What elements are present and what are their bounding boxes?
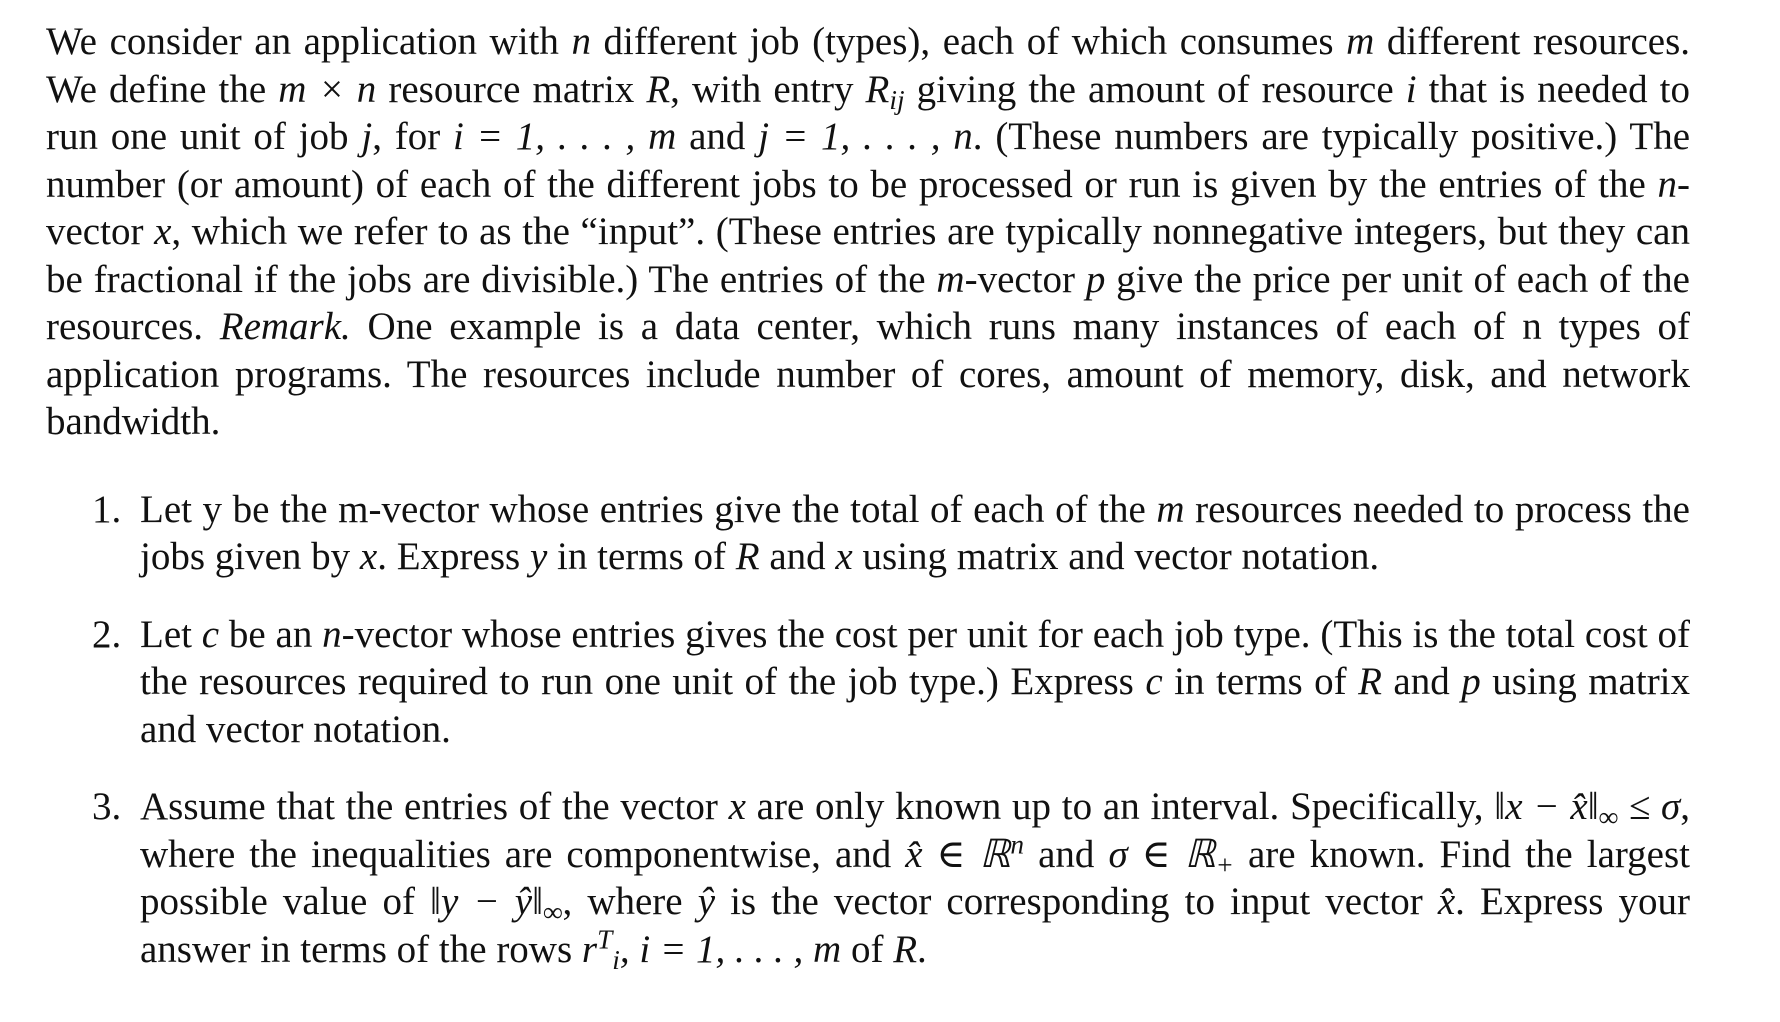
intro-text: We consider an application with <box>46 20 572 63</box>
math-R: R <box>865 67 890 111</box>
item-text: and <box>759 535 836 578</box>
math-norm-x: ‖x − x̂‖ <box>1494 785 1599 828</box>
intro-text: different job (types), each of which consumes <box>590 20 1347 63</box>
math-subscript-ij: ij <box>889 84 905 115</box>
item-number: 1. <box>92 487 122 531</box>
math-n: n <box>322 612 342 656</box>
item-text: . Express <box>377 535 530 578</box>
math-x: x <box>835 535 853 578</box>
item-text: are known. Find the largest possible value of <box>140 832 1690 923</box>
item-text: -vector whose entries gives the cost per unit for each job type. (This is the total cost of the resources required to run one unit of the job type.) Express <box>140 612 1690 703</box>
item-text: . Express your answer in terms of the rows <box>140 880 1690 971</box>
math-i-range: i = 1, . . . , m <box>453 115 677 158</box>
item-text: of <box>841 927 894 971</box>
item-text: using matrix and vector notation. <box>140 660 1691 751</box>
math-norm-y-body: ‖y − ŷ‖ <box>430 880 544 923</box>
math-m: m <box>936 257 965 301</box>
math-R: R <box>646 67 671 111</box>
document <box>46 18 1690 1003</box>
item-text: , where the inequalities are componentwise, and <box>140 785 1691 876</box>
math-R: R <box>1358 660 1382 703</box>
item-text: Let y be the m-vector whose entries give the total of each of the <box>140 487 1157 531</box>
math-sigma-in-rplus <box>1108 832 1234 880</box>
question-item-1 <box>46 486 1690 581</box>
intro-text: resource matrix <box>376 67 647 111</box>
intro-text: , with entry <box>670 67 866 111</box>
math-m: m <box>1156 487 1185 531</box>
intro-text: giving the amount of resource <box>904 67 1406 111</box>
item-text: Let <box>140 612 202 656</box>
math-sigma-in: σ ∈ ℝ <box>1108 832 1216 876</box>
item-number: 3. <box>92 785 122 828</box>
math-c: c <box>1145 660 1163 703</box>
intro-text: -vector <box>964 257 1086 301</box>
item-number: 2. <box>92 612 122 656</box>
intro-text: -vector <box>46 162 1690 253</box>
intro-paragraph <box>46 18 1690 446</box>
math-infinity-subscript: ∞ <box>1598 801 1619 832</box>
math-superscript-T: T <box>597 923 613 954</box>
question-item-2 <box>46 611 1690 754</box>
intro-text: . (These numbers are typically positive.) The number (or amount) of each of the different jobs to be processed or run is given by the entries of the <box>46 115 1691 206</box>
math-R: R <box>893 927 918 971</box>
math-R-ij <box>865 67 905 115</box>
math-subscript-i: i <box>612 944 620 975</box>
remark-label: Remark. <box>219 305 351 348</box>
math-n: n <box>571 20 591 63</box>
item-text: in terms of <box>547 535 736 578</box>
math-x: x <box>728 785 746 828</box>
item-text: are only known up to an interval. Specifically, <box>745 785 1495 828</box>
question-item-3 <box>46 783 1690 973</box>
math-row-ri <box>581 923 842 975</box>
math-infinity-subscript: ∞ <box>543 896 563 927</box>
item-text: using matrix and vector notation. <box>852 535 1380 578</box>
intro-text: One example is a data center, which runs many instances of each of n types of application programs. The resources include number of cores, amount of memory, disk, and network bandwidth. <box>46 305 1691 443</box>
math-subscript-plus: + <box>1215 849 1234 880</box>
item-text: in terms of <box>1162 660 1359 703</box>
math-rows-range: , i = 1, . . . , m <box>619 927 842 971</box>
intro-text: give the price per unit of each of the resources. <box>46 257 1690 348</box>
math-superscript-n: n <box>1010 828 1025 859</box>
math-leq-sigma: ≤ σ <box>1618 785 1681 828</box>
intro-text: and <box>676 115 759 158</box>
math-m: m <box>1346 20 1375 63</box>
math-x: x <box>154 210 172 253</box>
math-xhat-in-rn <box>905 828 1025 876</box>
math-n: n <box>1657 162 1677 206</box>
math-r: r <box>581 927 598 971</box>
item-text: Assume that the entries of the vector <box>140 785 729 828</box>
intro-text: , for <box>372 115 454 158</box>
item-text: be an <box>219 612 323 656</box>
item-text: resources needed to process the jobs given by <box>140 487 1690 578</box>
math-m-times-n: m × n <box>278 67 377 111</box>
math-norm-x-bound <box>1494 785 1681 832</box>
item-text: . <box>917 927 927 971</box>
question-list <box>46 486 1690 974</box>
intro-text: , which we refer to as the “input”. (These entries are typically nonnegative integers, but they can be fractional if the jobs are divisible.) The entries of the <box>46 210 1690 301</box>
math-j: j <box>361 115 373 158</box>
intro-text: different resources. We define the <box>46 20 1690 111</box>
item-text: and <box>1381 660 1462 703</box>
math-j-range: j = 1, . . . , n <box>758 115 973 158</box>
math-yhat: ŷ <box>697 880 715 923</box>
item-text: , where <box>562 880 698 923</box>
math-p: p <box>1461 660 1481 703</box>
item-text: is the vector corresponding to input vector <box>715 880 1438 923</box>
math-c: c <box>201 612 220 656</box>
intro-text: that is needed to run one unit of job <box>46 67 1690 158</box>
math-x: x <box>359 535 378 578</box>
math-i: i <box>1405 67 1417 111</box>
math-xhat: x̂ <box>1437 880 1456 923</box>
item-text: and <box>1024 832 1109 876</box>
math-y: y <box>529 535 548 578</box>
math-norm-y <box>430 880 563 927</box>
math-R: R <box>735 535 760 578</box>
math-xhat-in: x̂ ∈ ℝ <box>905 832 1011 876</box>
math-p: p <box>1085 257 1106 301</box>
